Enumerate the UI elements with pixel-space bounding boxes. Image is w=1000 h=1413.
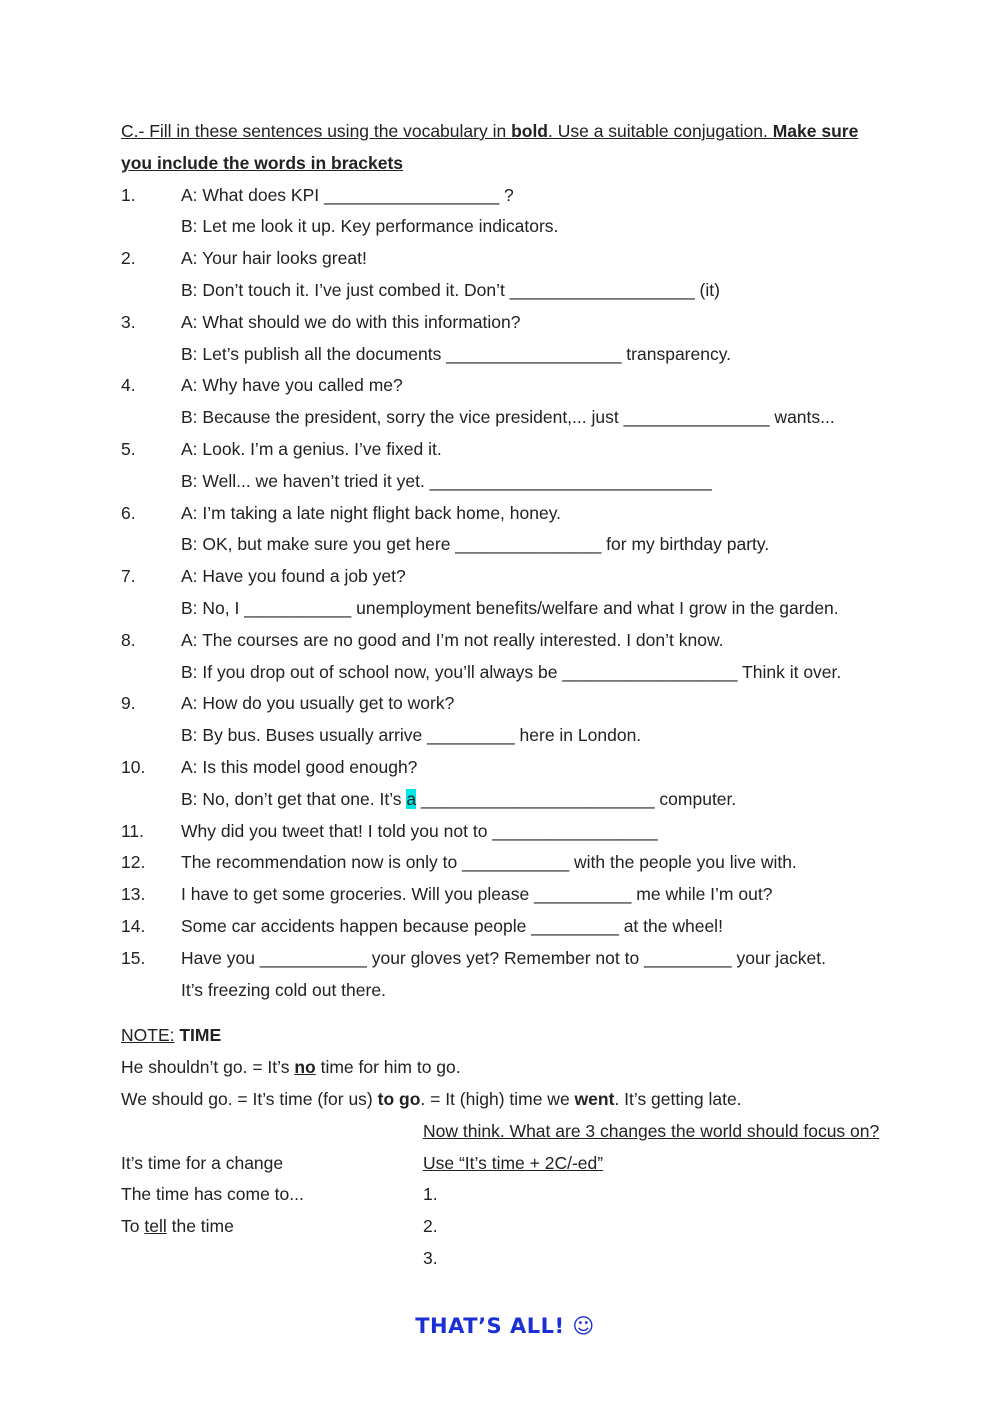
note-heading: NOTE: TIME (121, 1025, 222, 1046)
note-line-1: He shouldn’t go. = It’s no time for him to go. (121, 1057, 461, 1078)
instructions-text: C.- Fill in these sentences using the vocabulary in bold. Use a suitable conjugation. Make sure (121, 121, 859, 141)
list-item: 10. A: Is this model good enough? (121, 756, 418, 777)
list-item-answer: B: Let me look it up. Key performance indicators. (181, 216, 559, 237)
closing-message: THAT’S ALL! ☺ (415, 1314, 595, 1338)
think-heading: Now think. What are 3 changes the world should focus on? (423, 1120, 880, 1141)
list-item: 13. I have to get some groceries. Will you please __________ me while I’m out? (121, 884, 773, 905)
think-row-3: To tell the time 2. (121, 1216, 438, 1237)
list-item: 1. A: What does KPI __________________ ? (121, 184, 514, 205)
list-item: 9. A: How do you usually get to work? (121, 693, 455, 714)
think-row-2: The time has come to... 1. (121, 1184, 438, 1205)
list-item: 14. Some car accidents happen because people _________ at the wheel! (121, 915, 723, 936)
highlighted-word: a (406, 788, 417, 809)
list-item-answer: B: By bus. Buses usually arrive _________ here in London. (181, 725, 642, 746)
list-item-answer: B: Well... we haven’t tried it yet. _____________________________ (181, 470, 712, 491)
list-item-answer: B: No, I ___________ unemployment benefits/welfare and what I grow in the garden. (181, 597, 839, 618)
think-row-1: It’s time for a change Use “It’s time + 2C/-ed” (121, 1152, 604, 1173)
list-item-answer: B: Don’t touch it. I’ve just combed it. Don’t ___________________ (it) (181, 279, 720, 300)
list-item-answer: B: OK, but make sure you get here _______________ for my birthday party. (181, 534, 770, 555)
list-item: 8. A: The courses are no good and I’m not really interested. I don’t know. (121, 629, 724, 650)
worksheet (121, 116, 921, 1275)
list-item-answer: B: If you drop out of school now, you’ll always be __________________ Think it over. (181, 661, 842, 682)
list-item: 4. A: Why have you called me? (121, 375, 403, 396)
note-line-2: We should go. = It’s time (for us) to go. = It (high) time we went. It’s getting late. (121, 1088, 742, 1109)
think-row-4: 3. (423, 1247, 438, 1268)
list-item-answer: B: Let’s publish all the documents __________________ transparency. (181, 343, 732, 364)
list-item: 2. A: Your hair looks great! (121, 248, 367, 269)
list-item: 6. A: I’m taking a late night flight back home, honey. (121, 502, 562, 523)
list-item: 3. A: What should we do with this information? (121, 311, 521, 332)
list-item: 12. The recommendation now is only to ___________ with the people you live with. (121, 852, 797, 873)
list-item-continuation: It’s freezing cold out there. (181, 979, 386, 1000)
list-item: 11. Why did you tweet that! I told you not to _________________ (121, 820, 658, 841)
list-item-answer: B: No, don’t get that one. It’s a ________________________ computer. (181, 788, 737, 809)
instructions-line-1 (121, 116, 921, 148)
instructions-line-2: you include the words in brackets (121, 152, 404, 173)
list-item-answer: B: Because the president, sorry the vice president,... just _______________ wants... (181, 407, 835, 428)
list-item: 7. A: Have you found a job yet? (121, 566, 406, 587)
list-item: 15. Have you ___________ your gloves yet? Remember not to _________ your jacket. (121, 947, 827, 968)
list-item: 5. A: Look. I’m a genius. I’ve fixed it. (121, 438, 442, 459)
